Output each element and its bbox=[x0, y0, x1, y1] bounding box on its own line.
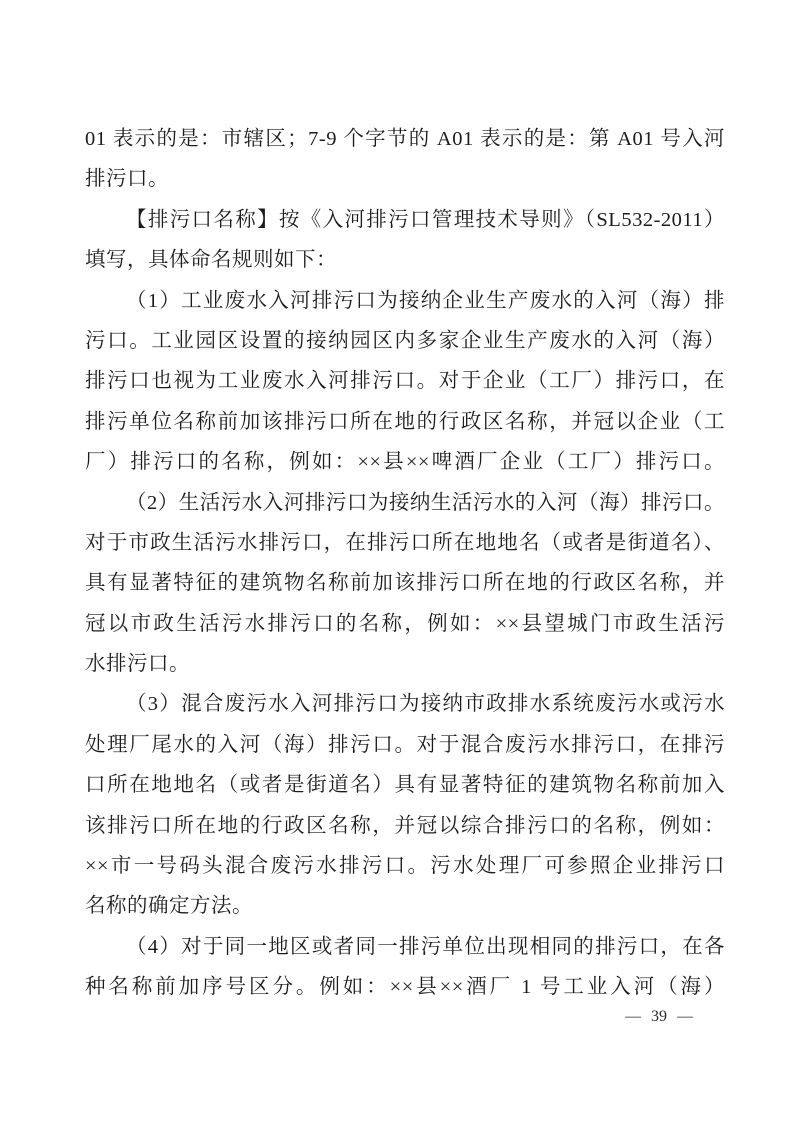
text-line: 排污口也视为工业废水入河排污口。对于企业（工厂）排污口，在 bbox=[85, 370, 725, 393]
footer-dash-right: — bbox=[677, 1008, 693, 1025]
text-line: 排污单位名称前加该排污口所在地的行政区名称，并冠以企业（工 bbox=[85, 410, 725, 433]
text-line: 填写，具体命名规则如下： bbox=[85, 249, 337, 272]
text-line: ××市一号码头混合废污水排污口。污水处理厂可参照企业排污口 bbox=[85, 855, 725, 878]
footer-dash-left: — bbox=[625, 1008, 641, 1025]
text-line: 对于市政生活污水排污口，在排污口所在地地名（或者是街道名）、 bbox=[85, 531, 725, 554]
text-line: 01 表示的是：市辖区；7-9 个字节的 A01 表示的是：第 A01 号入河 bbox=[85, 128, 725, 150]
paragraph bbox=[85, 119, 725, 200]
text-line: 处理厂尾水的入河（海）排污口。对于混合废污水排污口，在排污 bbox=[85, 733, 725, 756]
paragraph bbox=[85, 684, 725, 926]
text-line: （3）混合废污水入河排污口为接纳市政排水系统废污水或污水 bbox=[126, 693, 725, 716]
page-footer bbox=[625, 1005, 693, 1029]
paragraph bbox=[85, 281, 725, 483]
paragraph bbox=[85, 200, 725, 281]
text-line: （1）工业废水入河排污口为接纳企业生产废水的入河（海）排 bbox=[126, 289, 725, 312]
text-line: 口所在地地名（或者是街道名）具有显著特征的建筑物名称前加入 bbox=[85, 774, 725, 797]
paragraph bbox=[85, 927, 725, 1008]
text-line: 冠以市政生活污水排污口的名称，例如：××县望城门市政生活污 bbox=[85, 612, 725, 635]
text-line: 厂）排污口的名称，例如：××县××啤酒厂企业（工厂）排污口。 bbox=[85, 451, 725, 474]
text-line: 具有显著特征的建筑物名称前加该排污口所在地的行政区名称，并 bbox=[85, 572, 725, 595]
text-line: （2）生活污水入河排污口为接纳生活污水的入河（海）排污口。 bbox=[126, 491, 725, 514]
text-line: 名称的确定方法。 bbox=[85, 895, 253, 918]
text-line: 水排污口。 bbox=[85, 653, 190, 676]
text-line: 排污口。 bbox=[85, 168, 169, 191]
page-number: 39 bbox=[651, 1008, 667, 1025]
text-line: 【排污口名称】按《入河排污口管理技术导则》（SL532-2011） bbox=[126, 208, 725, 231]
text-line: （4）对于同一地区或者同一排污单位出现相同的排污口，在各 bbox=[126, 935, 725, 958]
paragraph bbox=[85, 483, 725, 685]
text-line: 该排污口所在地的行政区名称，并冠以综合排污口的名称，例如： bbox=[85, 814, 725, 837]
document-body bbox=[85, 119, 725, 1008]
text-line: 种名称前加序号区分。例如：××县××酒厂 1 号工业入河（海） bbox=[85, 976, 725, 999]
text-line: 污口。工业园区设置的接纳园区内多家企业生产废水的入河（海） bbox=[85, 329, 725, 352]
